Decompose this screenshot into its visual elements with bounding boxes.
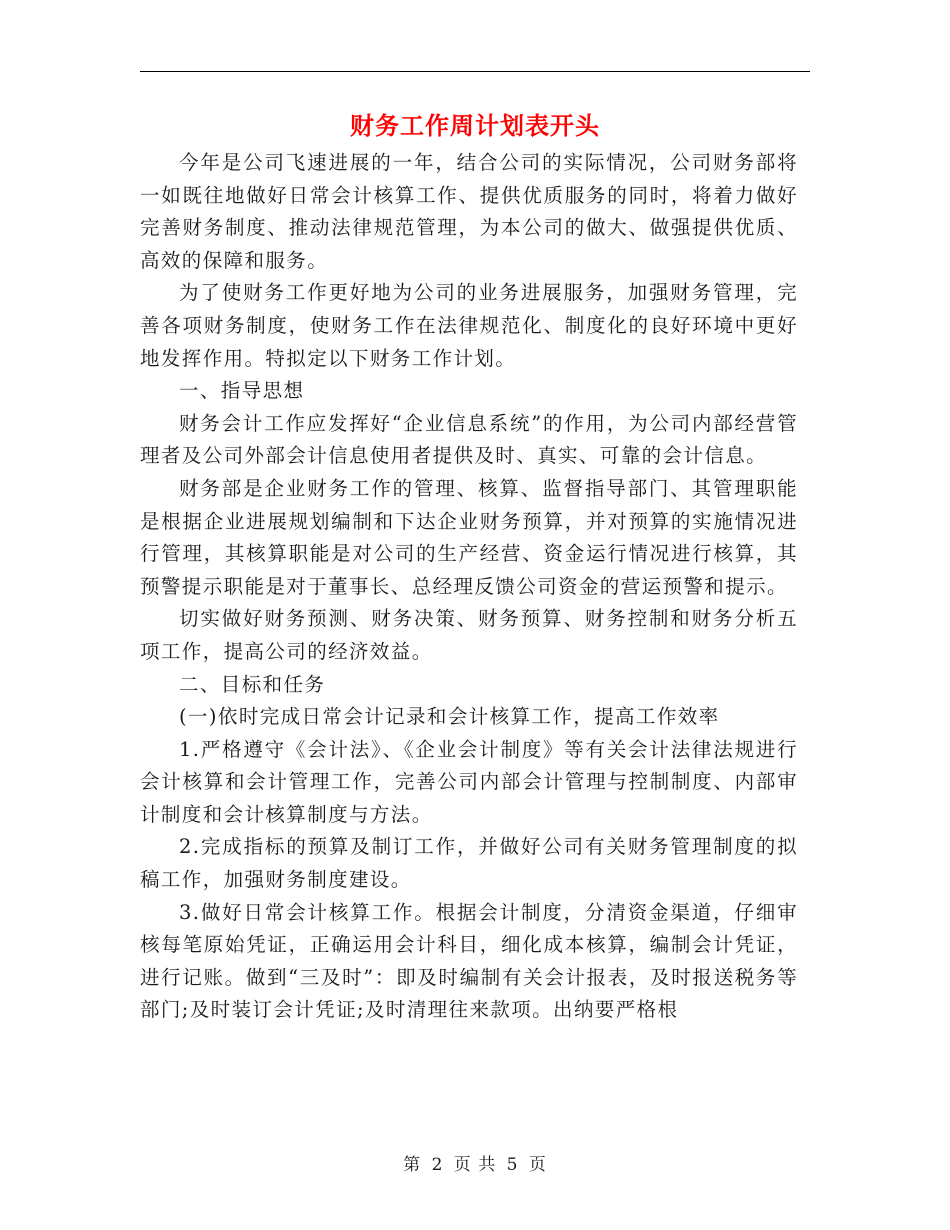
section-heading-guiding-thought: 一、指导思想 <box>179 379 305 403</box>
document-title: 财务工作周计划表开头 <box>350 111 600 140</box>
subsection-heading-1: (一)依时完成日常会计记录和会计核算工作，提高工作效率 <box>179 705 720 729</box>
footer-middle: 页 共 <box>453 1155 497 1175</box>
footer-total-pages: 5 <box>506 1155 519 1175</box>
header-rule <box>140 71 810 72</box>
list-item-2: 2.完成指标的预算及制订工作，并做好公司有关财务管理制度的拟稿工作，加强财务制度建设。 <box>140 835 798 892</box>
footer-prefix: 第 <box>403 1155 422 1175</box>
paragraph-info-system: 财务会计工作应发挥好“企业信息系统”的作用，为公司内部经营管理者及公司外部会计信息使用者提供及时、真实、可靠的会计信息。 <box>140 411 798 468</box>
paragraph-five-tasks: 切实做好财务预测、财务决策、财务预算、财务控制和财务分析五项工作，提高公司的经济效益。 <box>140 607 798 663</box>
document-body <box>140 147 798 1027</box>
paragraph-department-role: 财务部是企业财务工作的管理、核算、监督指导部门、其管理职能是根据企业进展规划编制和下达企业财务预算，并对预算的实施情况进行管理，其核算职能是对公司的生产经营、资金运行情况进行核算，其预警提示职能是对于董事长、总经理反馈公司资金的营运预警和提示。 <box>140 476 798 598</box>
paragraph-intro: 今年是公司飞速进展的一年，结合公司的实际情况，公司财务部将一如既往地做好日常会计核算工作、提供优质服务的同时，将着力做好完善财务制度、推动法律规范管理，为本公司的做大、做强提供优质、高效的保障和服务。 <box>140 151 798 272</box>
footer-current-page: 2 <box>431 1155 444 1175</box>
list-item-1: 1.严格遵守《会计法》、《企业会计制度》等有关会计法律法规进行会计核算和会计管理工作，完善公司内部会计管理与控制制度、内部审计制度和会计核算制度与方法。 <box>140 737 798 826</box>
footer-suffix: 页 <box>528 1155 547 1175</box>
paragraph-purpose: 为了使财务工作更好地为公司的业务进展服务，加强财务管理，完善各项财务制度，使财务工作在法律规范化、制度化的良好环境中更好地发挥作用。特拟定以下财务工作计划。 <box>140 281 798 370</box>
list-item-3: 3.做好日常会计核算工作。根据会计制度，分清资金渠道，仔细审核每笔原始凭证，正确运用会计科目，细化成本核算，编制会计凭证，进行记账。做到“三及时”：即及时编制有关会计报表，及时报送税务等部门;及时装订会计凭证;及时清理往来款项。出纳要严格根 <box>140 900 798 1022</box>
page-footer <box>0 1150 950 1180</box>
section-heading-goals: 二、目标和任务 <box>179 672 326 696</box>
